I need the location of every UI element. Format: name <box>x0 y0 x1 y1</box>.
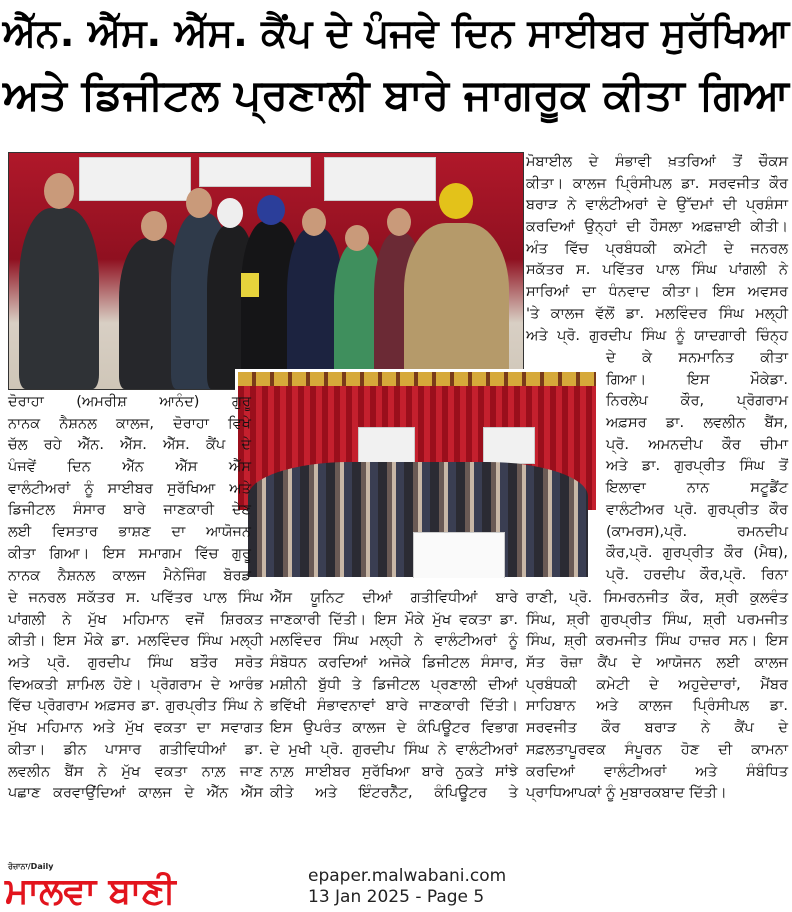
article-line: ਅਤੇ ਪ੍ਰੋ. ਗੁਰਦੀਪ ਸਿੰਘ ਬਤੌਰ ਸਰੋਤ <box>8 655 263 672</box>
article-line: ਦੇ ਮੁਖੀ ਪ੍ਰੋ. ਗੁਰਦੀਪ ਸਿੰਘ ਨੇ ਵਾਲੰਟੀਅਰਾਂ <box>270 741 518 758</box>
article-line: ਪਛਾਣ ਕਰਵਾਉਂਦਿਆਂ ਕਾਲਜ ਦੇ ਐੱਨ ਐੱਸ <box>8 785 263 802</box>
article-line: ਵਿਅਕਤੀ ਸ਼ਾਮਿਲ ਹੋਏ। ਪ੍ਰੋਗਰਾਮ ਦੇ ਆਰੰਭ <box>8 676 263 693</box>
article-line: ਕੀਤੇ ਅਤੇ ਇੰਟਰਨੈੱਟ, ਕੰਪਿਊਟਰ ਤੇ <box>270 785 518 802</box>
article-line: ਮਸ਼ੀਨੀ ਬੁੱਧੀ ਤੇ ਡਿਜੀਟਲ ਪ੍ਰਣਾਲੀ ਦੀਆਂ <box>270 676 518 693</box>
article-line: ਸਫ਼ਲਤਾਪੂਰਵਕ ਸੰਪੂਰਨ ਹੋਣ ਦੀ ਕਾਮਨਾ <box>526 741 788 758</box>
article-line: ਕੀਤੀ। ਇਸ ਮੌਕੇ ਡਾ. ਮਲਵਿੰਦਰ ਸਿੰਘ ਮਲ੍ਹੀ <box>8 633 263 650</box>
group-photo-award <box>8 152 524 390</box>
article-line: ਸਿੰਘ, ਸ਼੍ਰੀ ਕਰਮਜੀਤ ਸਿੰਘ ਹਾਜ਼ਰ ਸਨ। ਇਸ <box>526 633 788 650</box>
article-column-middle <box>270 588 518 805</box>
article-line: ਕੀਤਾ। ਕਾਲਜ ਪ੍ਰਿੰਸੀਪਲ ਡਾ. ਸਰਵਜੀਤ ਕੌਰ <box>526 175 788 192</box>
article-line: ਐੱਸ ਯੂਨਿਟ ਦੀਆਂ ਗਤੀਵਿਧੀਆਂ ਬਾਰੇ <box>270 590 518 606</box>
article-line: ਕਰਦਿਆਂ ਉਨ੍ਹਾਂ ਦੀ ਹੌਸਲਾ ਅਫ਼ਜ਼ਾਈ ਕੀਤੀ। <box>526 219 788 236</box>
article-line: ਚੱਲ ਰਹੇ ਐੱਨ. ਐੱਸ. ਐੱਸ. ਕੈਂਪ ਦੇ <box>8 437 251 454</box>
newspaper-logo: ਮਾਲਵਾ ਬਾਣੀ <box>5 871 176 912</box>
edition-info <box>308 866 608 908</box>
article-column-left-bottom <box>8 588 263 805</box>
photo-person-head <box>186 188 212 218</box>
article-line: 'ਤੇ ਕਾਲਜ ਵੱਲੋਂ ਡਾ. ਮਲਵਿੰਦਰ ਸਿੰਘ ਮਲ੍ਹੀ <box>526 305 788 322</box>
photo-person-head <box>345 225 369 251</box>
article-line: ਇਲਾਵਾ ਨਾਨ ਸਟੂਡੈਂਟ <box>606 480 788 497</box>
article-line: ਪੰਜਵੇਂ ਦਿਨ ਐੱਨ ਐੱਸ ਐੱਸ <box>8 459 251 476</box>
photo-banner <box>199 157 311 187</box>
article-line: ਪ੍ਰੋ. ਅਮਨਦੀਪ ਕੌਰ ਚੀਮਾ <box>606 436 788 453</box>
article-column-left-top <box>8 392 251 587</box>
article-line: ਅੰਤ ਵਿੱਚ ਪ੍ਰਬੰਧਕੀ ਕਮੇਟੀ ਦੇ ਜਨਰਲ <box>526 240 788 257</box>
article-line: ਬਰਾੜ ਨੇ ਵਾਲੰਟੀਅਰਾਂ ਦੇ ਉੱਦਮਾਂ ਦੀ ਪ੍ਰਸ਼ੰਸਾ <box>526 197 788 214</box>
article-line: ਪਾਂਗਲੀ ਨੇ ਮੁੱਖ ਮਹਿਮਾਨ ਵਜੋਂ ਸ਼ਿਰਕਤ <box>8 611 263 628</box>
article-line: ਨਾਨਕ ਨੈਸ਼ਨਲ ਕਾਲਜ ਮੈਨੇਜਿੰਗ ਬੋਰਡ <box>8 567 251 584</box>
photo-person <box>19 208 99 389</box>
photo-plaque <box>241 273 259 297</box>
article-line: ਨਾਨਕ ਨੈਸ਼ਨਲ ਕਾਲਜ, ਦੋਰਾਹਾ ਵਿਖੇ <box>8 415 251 432</box>
article-line: ਪ੍ਰਬੰਧਕੀ ਕਮੇਟੀ ਦੇ ਅਹੁਦੇਦਾਰਾਂ, ਮੈਂਬਰ <box>526 676 788 693</box>
article-line: ਜਾਣਕਾਰੀ ਦਿੱਤੀ। ਇਸ ਮੌਕੇ ਮੁੱਖ ਵਕਤਾ ਡਾ. <box>270 611 518 628</box>
photo-person-head <box>44 173 74 209</box>
article-line: ਕਰਦਿਆਂ ਵਾਲੰਟੀਅਰਾਂ ਅਤੇ ਸੰਬੰਧਿਤ <box>526 763 788 780</box>
article-column-right-bottom <box>526 588 788 805</box>
photo-banner <box>324 157 436 201</box>
article-line: ਦੇ ਜਨਰਲ ਸਕੱਤਰ ਸ. ਪਵਿੱਤਰ ਪਾਲ ਸਿੰਘ <box>8 590 263 606</box>
photo-valance <box>238 372 596 386</box>
article-line: ਸੰਬੋਧਨ ਕਰਦਿਆਂ ਅਜੋਕੇ ਡਿਜੀਟਲ ਸੰਸਾਰ, <box>270 655 518 672</box>
article-line: ਇਸ ਉਪਰੰਤ ਕਾਲਜ ਦੇ ਕੰਪਿਊਟਰ ਵਿਭਾਗ <box>270 720 518 737</box>
article-line: ਅਫ਼ਸਰ ਡਾ. ਲਵਲੀਨ ਬੈਂਸ, <box>606 415 788 432</box>
article-line: ਦੋਰਾਹਾ (ਅਮਰੀਸ਼ ਆਨੰਦ) ਗੁਰੂ <box>8 394 251 410</box>
article-line: ਸੱਤ ਰੋਜ਼ਾ ਕੈਂਪ ਦੇ ਆਯੋਜਨ ਲਈ ਕਾਲਜ <box>526 655 788 672</box>
article-line: ਕੀਤਾ। ਡੀਨ ਪਾਸਾਰ ਗਤੀਵਿਧੀਆਂ ਡਾ. <box>8 741 263 758</box>
article-line: ਨਿਰਲੇਪ ਕੌਰ, ਪ੍ਰੋਗਰਾਮ <box>606 393 788 410</box>
photo-person-turban <box>257 195 285 225</box>
article-line: ਮਲਵਿੰਦਰ ਸਿੰਘ ਮਲ੍ਹੀ ਨੇ ਵਾਲੰਟੀਅਰਾਂ ਨੂੰ <box>270 633 518 650</box>
site-url[interactable]: epaper.malwabani.com <box>308 866 507 886</box>
article-line: ਸਿੰਘ, ਸ਼੍ਰੀ ਗੁਰਪ੍ਰੀਤ ਸਿੰਘ, ਸ਼੍ਰੀ ਪਰਮਜੀਤ <box>526 611 788 628</box>
article-line: ਲਈ ਵਿਸਤਾਰ ਭਾਸ਼ਣ ਦਾ ਆਯੋਜਨ <box>8 524 251 541</box>
photo-person-head <box>387 208 411 236</box>
daily-tagline: ਰੋਜ਼ਾਨਾ/Daily <box>8 862 54 871</box>
article-line: ਵਾਲੰਟੀਅਰਾਂ ਨੂੰ ਸਾਈਬਰ ਸੁਰੱਖਿਆ ਅਤੇ <box>8 480 251 497</box>
photo-person-turban <box>439 183 473 219</box>
article-line: ਕੀਤਾ ਗਿਆ। ਇਸ ਸਮਾਗਮ ਵਿੱਚ ਗੁਰੂ <box>8 545 251 562</box>
article-line: ਸਰਵਜੀਤ ਕੌਰ ਬਰਾੜ ਨੇ ਕੈਂਪ ਦੇ <box>526 720 788 737</box>
article-line: ਨਾਲ਼ ਸਾਈਬਰ ਸੁਰੱਖਿਆ ਬਾਰੇ ਨੁਕਤੇ ਸਾਂਝੇ <box>270 763 518 780</box>
article-line: ਪ੍ਰਾਧਿਆਪਕਾਂ ਨੂੰ ਮੁਬਾਰਕਬਾਦ ਦਿੱਤੀ। <box>526 785 727 802</box>
photo-banner <box>79 157 191 201</box>
article-line: ਵਾਲੰਟੀਅਰ ਪ੍ਰੋ. ਗੁਰਪ੍ਰੀਤ ਕੌਰ <box>606 501 788 518</box>
article-line: ਮੁੱਖ ਮਹਿਮਾਨ ਅਤੇ ਮੁੱਖ ਵਕਤਾ ਦਾ ਸਵਾਗਤ <box>8 720 263 737</box>
article-column-right-middle <box>606 348 788 587</box>
group-photo-volunteers <box>235 369 599 581</box>
article-line: ਡਿਜੀਟਲ ਸੰਸਾਰ ਬਾਰੇ ਜਾਣਕਾਰੀ ਦੇਣ <box>8 502 251 519</box>
article-line: ਰਾਣੀ, ਪ੍ਰੋ. ਸਿਮਰਨਜੀਤ ਕੌਰ, ਸ਼੍ਰੀ ਕੁਲਵੰਤ <box>526 590 788 606</box>
photo-person-head <box>141 211 167 241</box>
article-line: ਅਤੇ ਪ੍ਰੋ. ਗੁਰਦੀਪ ਸਿੰਘ ਨੂੰ ਯਾਦਗਾਰੀ ਚਿੰਨ੍ਹ <box>526 327 788 344</box>
article-line: ਗਿਆ। ਇਸ ਮੌਕੇਡਾ. <box>606 371 788 388</box>
article-line: ਵਿੱਚ ਪ੍ਰੋਗਰਾਮ ਅਫ਼ਸਰ ਡਾ. ਗੁਰਪ੍ਰੀਤ ਸਿੰਘ ਨੇ <box>8 698 263 715</box>
article-column-right-top <box>526 152 788 347</box>
article-line: ਲਵਲੀਨ ਬੈਂਸ ਨੇ ਮੁੱਖ ਵਕਤਾ ਨਾਲ਼ ਜਾਣ <box>8 763 263 780</box>
headline-line-1: ਐੱਨ. ਐੱਸ. ਐੱਸ. ਕੈਂਪ ਦੇ ਪੰਜਵੇ ਦਿਨ ਸਾਈਬਰ ਸੁਰੱਖਿਆ <box>2 11 790 56</box>
article-line: ਦੇ ਕੇ ਸਨਮਾਨਿਤ ਕੀਤਾ <box>606 350 788 366</box>
article-line: ਕੌਰ,ਪ੍ਰੋ. ਗੁਰਪ੍ਰੀਤ ਕੌਰ (ਮੈਥ), <box>606 545 788 562</box>
photo-banner <box>483 427 535 464</box>
photo-person-head <box>302 208 326 236</box>
photo-person-turban <box>217 198 243 228</box>
article-line: (ਕਾਮਰਸ),ਪ੍ਰੋ. ਰਮਨਦੀਪ <box>606 523 788 540</box>
article-line: ਪ੍ਰੋ. ਹਰਦੀਪ ਕੌਰ,ਪ੍ਰੋ. ਰਿਨਾ <box>606 566 788 583</box>
article-line: ਅਤੇ ਡਾ. ਗੁਰਪ੍ਰੀਤ ਸਿੰਘ ਤੋਂ <box>606 458 788 475</box>
article-line: ਸਾਰਿਆਂ ਦਾ ਧੰਨਵਾਦ ਕੀਤਾ। ਇਸ ਅਵਸਰ <box>526 284 788 301</box>
article-line: ਮੋਬਾਈਲ ਦੇ ਸੰਭਾਵੀ ਖ਼ਤਰਿਆਂ ਤੋਂ ਚੌਕਸ <box>526 154 788 170</box>
photo-person <box>404 223 509 389</box>
article-line: ਸਾਹਿਬਾਨ ਅਤੇ ਕਾਲਜ ਪ੍ਰਿੰਸੀਪਲ ਡਾ. <box>526 698 788 715</box>
headline-line-2: ਅਤੇ ਡਿਜੀਟਲ ਪ੍ਰਣਾਲੀ ਬਾਰੇ ਜਾਗਰੂਕ ਕੀਤਾ ਗਿਆ <box>3 71 789 120</box>
article-line: ਸਕੱਤਰ ਸ. ਪਵਿੱਤਰ ਪਾਲ ਸਿੰਘ ਪਾਂਗਲੀ ਨੇ <box>526 262 788 279</box>
photo-banner <box>413 532 505 581</box>
date-page: 13 Jan 2025 - Page 5 <box>308 887 485 907</box>
article-line: ਭਵਿੱਖੀ ਸੰਭਾਵਨਾਵਾਂ ਬਾਰੇ ਜਾਣਕਾਰੀ ਦਿੱਤੀ। <box>270 698 518 715</box>
